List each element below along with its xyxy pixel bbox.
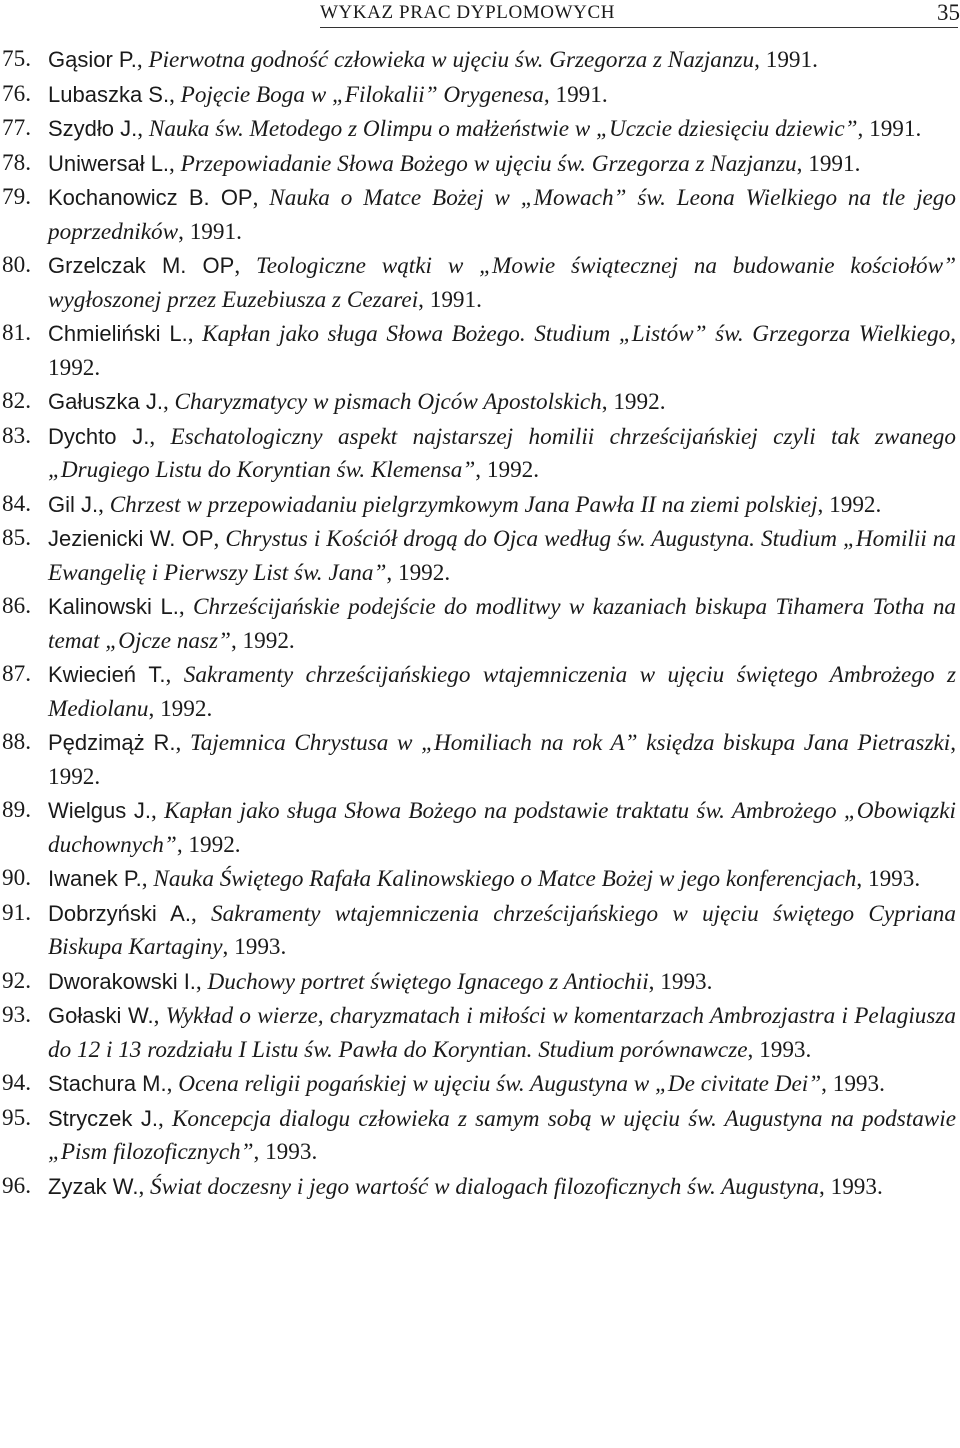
entry-year: 1991 — [765, 47, 813, 73]
entry-year: 1993 — [265, 1139, 312, 1165]
entry-year: 1993 — [234, 934, 281, 960]
entry-year: 1991 — [189, 218, 237, 245]
entry-number: 88. — [2, 729, 31, 755]
entry-author: Zyzak W. — [48, 1173, 139, 1199]
entry-author: Grzelczak M. OP — [48, 253, 235, 278]
page-number: 35 — [937, 0, 960, 25]
entry-author: Dychto J. — [48, 423, 150, 449]
thesis-entry: 78. Uniwersał L., Przepowiadanie Słowa Bożego w ujęciu św. Grzegorza z Nazjanzu, 1991. — [0, 147, 956, 182]
thesis-entry: 92. Dworakowski I., Duchowy portret świętego Ignacego z Antiochii, 1993. — [0, 965, 956, 1000]
thesis-entry: 80. Grzelczak M. OP, Teologiczne wątki w „Mowie świątecznej na budowanie kościołów” wygłoszonej przez Euzebiusza z Cezarei, 1991. — [0, 249, 956, 317]
entry-author: Kwiecień T. — [48, 662, 166, 687]
entry-title: Wykład o wierze, charyzmatach i miłości w komentarzach Ambrozjastra i Pelagiusza do 12 i 13 rozdziału I Listu św. Pawła do Koryntian. Studium porównawcze — [48, 1003, 957, 1063]
entry-number: 78. — [2, 149, 31, 176]
thesis-entry: 75. Gąsior P., Pierwotna godność człowieka w ujęciu św. Grzegorza z Nazjanzu, 1991. — [0, 43, 956, 78]
entry-number: 82. — [2, 388, 31, 414]
entry-title: Chrystus i Kościół drogą do Ojca według św. Augustyna. Studium „Homilii na Ewangelię i Pierwszy List św. Jana” — [48, 526, 956, 586]
entry-title: Nauka św. Metodego z Olimpu o małżeństwie w „Uczcie dziesięciu dziewic” — [148, 116, 858, 142]
entry-author: Stryczek J. — [48, 1105, 158, 1131]
entry-title: Teologiczne wątki w „Mowie świątecznej na budowanie kościołów” wygłoszonej przez Euzebiusza z Cezarei — [48, 253, 956, 313]
entry-number: 91. — [2, 899, 31, 926]
entry-title: Przepowiadanie Słowa Bożego w ujęciu św. Grzegorza z Nazjanzu — [180, 150, 797, 177]
thesis-entry: 91. Dobrzyński A., Sakramenty wtajemniczenia chrześcijańskiego w ujęciu świętego Cypriana Biskupa Kartaginy, 1993. — [0, 897, 956, 965]
entry-year: 1993 — [660, 968, 707, 995]
entry-author: Jezienicki W. OP — [48, 526, 214, 551]
entry-year: 1992 — [397, 559, 445, 586]
entry-author: Gołaski W. — [48, 1003, 154, 1028]
entry-number: 84. — [2, 490, 31, 517]
entry-year: 1991 — [808, 150, 855, 177]
entry-number: 79. — [2, 184, 31, 210]
entry-author: Stachura M. — [48, 1071, 167, 1096]
entry-number: 89. — [2, 797, 31, 823]
thesis-entry: 93. Gołaski W., Wykład o wierze, charyzmatach i miłości w komentarzach Ambrozjastra i Pelagiusza do 12 i 13 rozdziału I Listu św. Pawła do Koryntian. Studium porównawcze, 1993. — [0, 999, 956, 1067]
entry-title: Nauka Świętego Rafała Kalinowskiego o Matce Bożej w jego konferencjach — [153, 866, 857, 892]
running-header — [0, 0, 960, 30]
entry-year: 1991 — [869, 116, 916, 142]
entry-year: 1993 — [759, 1036, 806, 1063]
entry-author: Iwanek P. — [48, 866, 142, 891]
entry-title: Chrzest w przepowiadaniu pielgrzymkowym Jana Pawła II na ziemi polskiej — [109, 491, 818, 518]
entry-title: Świat doczesny i jego wartość w dialogach filozoficznych św. Augustyna — [150, 1173, 820, 1200]
entry-number: 95. — [2, 1104, 31, 1131]
entry-year: 1992 — [242, 627, 289, 654]
entry-year: 1991 — [429, 286, 477, 313]
entry-year: 1992 — [188, 831, 235, 858]
entry-title: Chrześcijańskie podejście do modlitwy w kazaniach biskupa Tihamera Totha na temat „Ojcze nasz” — [48, 594, 957, 654]
entry-title: Tajemnica Chrystusa w „Homiliach na rok A” księdza biskupa Jana Pietraszki — [189, 730, 951, 756]
entry-year: 1992 — [486, 457, 534, 483]
entry-title: Nauka o Matce Bożej w „Mowach” św. Leona Wielkiego na tle jego poprzedników — [48, 185, 956, 245]
entry-author: Kochanowicz B. OP — [48, 185, 253, 210]
entry-title: Sakramenty chrześcijańskiego wtajemniczenia w ujęciu świętego Ambrożego z Mediolanu — [48, 662, 956, 722]
entry-number: 86. — [2, 593, 31, 619]
running-header-title: WYKAZ PRAC DYPLOMOWYCH — [320, 2, 616, 23]
entry-year: 1992 — [48, 354, 95, 381]
thesis-entry: 76. Lubaszka S., Pojęcie Boga w „Filokalii” Orygenesa, 1991. — [0, 78, 956, 113]
thesis-entry: 82. Gałuszka J., Charyzmatycy w pismach Ojców Apostolskich, 1992. — [0, 385, 956, 420]
entry-author: Dobrzyński A. — [48, 900, 191, 926]
header-rule — [320, 27, 958, 28]
thesis-entry: 83. Dychto J., Eschatologiczny aspekt najstarszej homilii chrześcijańskiej czyli tak zwanego „Drugiego Listu do Koryntian św. Klemensa”, 1992. — [0, 420, 956, 488]
entry-number: 80. — [2, 252, 31, 278]
entry-number: 90. — [2, 865, 31, 891]
entry-number: 81. — [2, 320, 31, 346]
entry-author: Chmieliński L. — [48, 321, 188, 346]
entry-title: Charyzmatycy w pismach Ojców Apostolskich — [174, 389, 602, 415]
entry-title: Kapłan jako sługa Słowa Bożego na podstawie traktatu św. Ambrożego „Obowiązki duchownych” — [48, 798, 956, 858]
entry-author: Dworakowski I. — [48, 968, 196, 994]
entry-year: 1992 — [829, 491, 876, 518]
entry-author: Gąsior P. — [48, 47, 137, 72]
entry-number: 77. — [2, 115, 31, 141]
thesis-entry: 81. Chmieliński L., Kapłan jako sługa Słowa Bożego. Studium „Listów” św. Grzegorza Wielkiego, 1992. — [0, 317, 956, 385]
thesis-entry: 90. Iwanek P., Nauka Świętego Rafała Kalinowskiego o Matce Bożej w jego konferencjach, 1993. — [0, 862, 956, 897]
entry-title: Koncepcja dialogu człowieka z samym sobą w ujęciu św. Augustyna na podstawie „Pism filozoficznych” — [48, 1105, 957, 1165]
thesis-entry: 77. Szydło J., Nauka św. Metodego z Olimpu o małżeństwie w „Uczcie dziesięciu dziewic”, 1991. — [0, 112, 956, 147]
entry-author: Gil J. — [48, 491, 99, 517]
thesis-entry: 79. Kochanowicz B. OP, Nauka o Matce Bożej w „Mowach” św. Leona Wielkiego na tle jego poprzedników, 1991. — [0, 181, 956, 249]
thesis-entry: 87. Kwiecień T., Sakramenty chrześcijańskiego wtajemniczenia w ujęciu świętego Ambrożego z Mediolanu, 1992. — [0, 658, 956, 726]
entry-author: Pędzimąż R. — [48, 730, 176, 755]
entry-number: 92. — [2, 967, 31, 994]
thesis-list — [0, 43, 956, 1204]
entry-title: Pojęcie Boga w „Filokalii” Orygenesa — [180, 81, 544, 108]
entry-author: Wielgus J. — [48, 798, 151, 823]
thesis-entry: 95. Stryczek J., Koncepcja dialogu człowieka z samym sobą w ujęciu św. Augustyna na podstawie „Pism filozoficznych”, 1993. — [0, 1102, 956, 1170]
thesis-entry: 96. Zyzak W., Świat doczesny i jego wartość w dialogach filozoficznych św. Augustyna, 1993. — [0, 1170, 956, 1205]
entry-year: 1992 — [48, 763, 95, 790]
entry-title: Ocena religii pogańskiej w ujęciu św. Augustyna w „De civitate Dei” — [178, 1071, 822, 1097]
entry-year: 1992 — [160, 695, 207, 722]
entry-number: 76. — [2, 80, 31, 107]
entry-number: 94. — [2, 1070, 31, 1096]
entry-number: 83. — [2, 422, 31, 449]
thesis-entry: 89. Wielgus J., Kapłan jako sługa Słowa Bożego na podstawie traktatu św. Ambrożego „Obowiązki duchownych”, 1992. — [0, 794, 956, 862]
entry-number: 96. — [2, 1172, 31, 1199]
entry-year: 1993 — [830, 1173, 877, 1200]
entry-title: Pierwotna godność człowieka w ujęciu św. Grzegorza z Nazjanzu — [148, 47, 755, 73]
entry-author: Uniwersał L. — [48, 150, 170, 176]
entry-title: Kapłan jako sługa Słowa Bożego. Studium „Listów” św. Grzegorza Wielkiego — [202, 321, 951, 347]
entry-title: Eschatologiczny aspekt najstarszej homilii chrześcijańskiej czyli tak zwanego „Drugiego Listu do Koryntian św. Klemensa” — [48, 423, 956, 483]
thesis-entry: 84. Gil J., Chrzest w przepowiadaniu pielgrzymkowym Jana Pawła II na ziemi polskiej, 1992. — [0, 488, 956, 523]
entry-year: 1993 — [832, 1071, 880, 1097]
entry-author: Kalinowski L. — [48, 594, 179, 619]
entry-number: 87. — [2, 661, 31, 687]
thesis-entry: 88. Pędzimąż R., Tajemnica Chrystusa w „Homiliach na rok A” księdza biskupa Jana Pietraszki, 1992. — [0, 726, 956, 794]
thesis-entry: 85. Jezienicki W. OP, Chrystus i Kościół drogą do Ojca według św. Augustyna. Studium „Homilii na Ewangelię i Pierwszy List św. Jana”, 1992. — [0, 522, 956, 590]
entry-title: Duchowy portret świętego Ignacego z Antiochii — [207, 968, 649, 995]
entry-author: Lubaszka S. — [48, 81, 170, 107]
entry-year: 1992 — [613, 389, 660, 415]
thesis-entry: 94. Stachura M., Ocena religii pogańskiej w ujęciu św. Augustyna w „De civitate Dei”, 1993. — [0, 1067, 956, 1102]
entry-year: 1993 — [867, 866, 915, 892]
entry-number: 85. — [2, 525, 31, 551]
entry-year: 1991 — [555, 81, 602, 108]
entry-author: Gałuszka J. — [48, 389, 163, 414]
entry-author: Szydło J. — [48, 116, 138, 141]
entry-number: 93. — [2, 1002, 31, 1028]
entry-number: 75. — [2, 46, 31, 72]
entry-title: Sakramenty wtajemniczenia chrześcijańskiego w ujęciu świętego Cypriana Biskupa Kartaginy — [48, 900, 956, 960]
thesis-entry: 86. Kalinowski L., Chrześcijańskie podejście do modlitwy w kazaniach biskupa Tihamera Totha na temat „Ojcze nasz”, 1992. — [0, 590, 956, 658]
